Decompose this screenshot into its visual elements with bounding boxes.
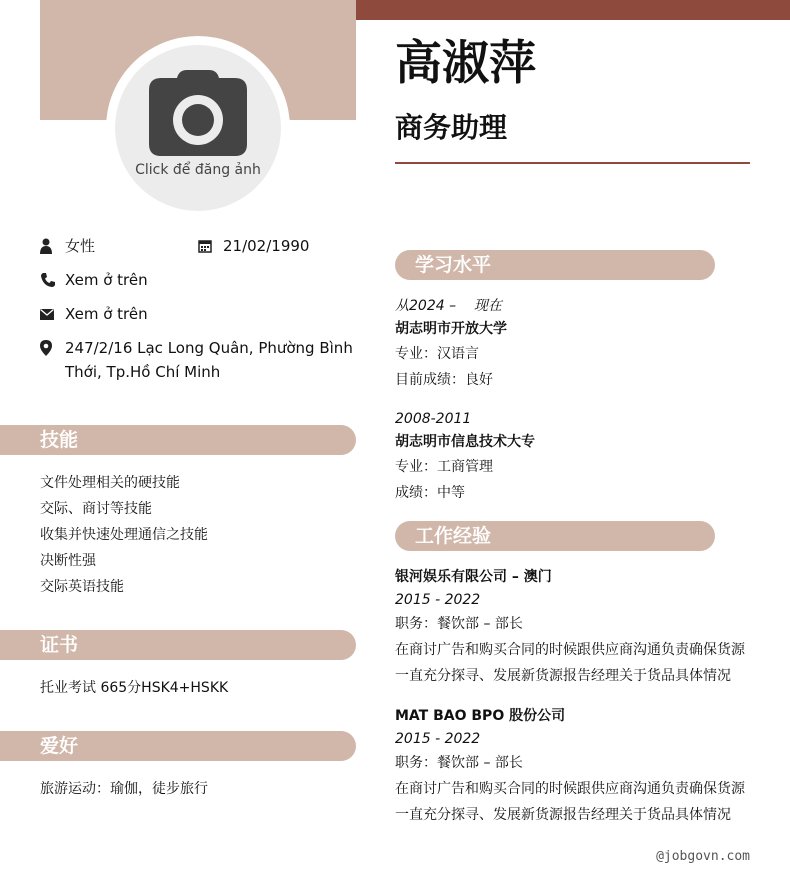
experience-position: 职务：餐饮部 – 部长	[395, 616, 523, 632]
education-major: 专业：汉语言	[395, 346, 479, 362]
skill-item: 交际、商讨等技能	[40, 501, 152, 517]
candidate-name: 高淑萍	[395, 36, 536, 91]
hobby-item: 旅游运动：瑜伽，徒步旅行	[40, 781, 208, 797]
skill-item: 决断性强	[40, 553, 96, 569]
top-accent-bar	[356, 0, 790, 20]
experience-company: MAT BAO BPO 股份公司	[395, 708, 566, 724]
skill-item: 文件处理相关的硬技能	[40, 475, 180, 491]
skills-heading	[0, 425, 356, 455]
certificates-title: 证书	[40, 634, 79, 656]
hobbies-title: 爱好	[40, 735, 79, 757]
certificates-heading	[0, 630, 356, 660]
photo-upload-label[interactable]: Click để đăng ảnh	[135, 162, 261, 178]
experience-period: 2015 - 2022	[395, 731, 481, 747]
education-title: 学习水平	[415, 254, 492, 276]
education-school: 胡志明市开放大学	[395, 321, 507, 337]
phone-icon	[40, 272, 56, 288]
person-icon	[40, 238, 56, 254]
experience-period: 2015 - 2022	[395, 592, 481, 608]
experience-duty: 在商讨广告和购买合同的时候跟供应商沟通负责确保货源	[395, 781, 745, 797]
footer-brand: @jobgovn.com	[656, 849, 750, 864]
experience-title: 工作经验	[415, 525, 492, 547]
job-title: 商务助理	[395, 111, 508, 144]
hobbies-list	[40, 776, 208, 802]
experience-position: 职务：餐饮部 – 部长	[395, 755, 523, 771]
education-grade: 目前成绩：良好	[395, 372, 493, 388]
experience-entry	[395, 704, 765, 828]
phone-value: Xem ở trên	[65, 271, 148, 289]
certificates-list	[40, 675, 228, 701]
education-entry	[395, 408, 765, 506]
skill-item: 收集并快速处理通信之技能	[40, 527, 208, 543]
experience-heading	[395, 521, 715, 551]
experience-duty: 在商讨广告和购买合同的时候跟供应商沟通负责确保货源	[395, 642, 745, 658]
education-heading	[395, 250, 715, 280]
skill-item: 交际英语技能	[40, 579, 124, 595]
education-period: 从2024 – 现在	[395, 298, 502, 314]
experience-duty: 一直充分探寻、发展新货源报告经理关于货品具体情况	[395, 807, 731, 823]
envelope-icon	[40, 306, 56, 322]
experience-entry	[395, 565, 765, 689]
education-school: 胡志明市信息技术大专	[395, 434, 535, 450]
certificate-item: 托业考试 665分HSK4+HSKK	[40, 680, 229, 696]
education-grade: 成绩：中等	[395, 485, 465, 501]
education-major: 专业：工商管理	[395, 459, 493, 475]
education-period: 2008-2011	[395, 411, 472, 427]
experience-company: 银河娱乐有限公司 – 澳门	[395, 569, 552, 585]
education-entry	[395, 295, 765, 393]
location-pin-icon	[40, 340, 56, 356]
gender-value: 女性	[65, 237, 96, 255]
hobbies-heading	[0, 731, 356, 761]
calendar-icon	[198, 238, 214, 254]
address-value: 247/2/16 Lạc Long Quân, Phường Bình Thới, Tp.Hồ Chí Minh	[65, 339, 353, 381]
email-value: Xem ở trên	[65, 305, 148, 323]
birthdate-value: 21/02/1990	[223, 237, 310, 255]
skills-title: 技能	[40, 429, 79, 451]
title-divider	[395, 162, 750, 164]
camera-icon[interactable]	[149, 70, 247, 156]
skills-list	[40, 470, 208, 600]
experience-duty: 一直充分探寻、发展新货源报告经理关于货品具体情况	[395, 668, 731, 684]
